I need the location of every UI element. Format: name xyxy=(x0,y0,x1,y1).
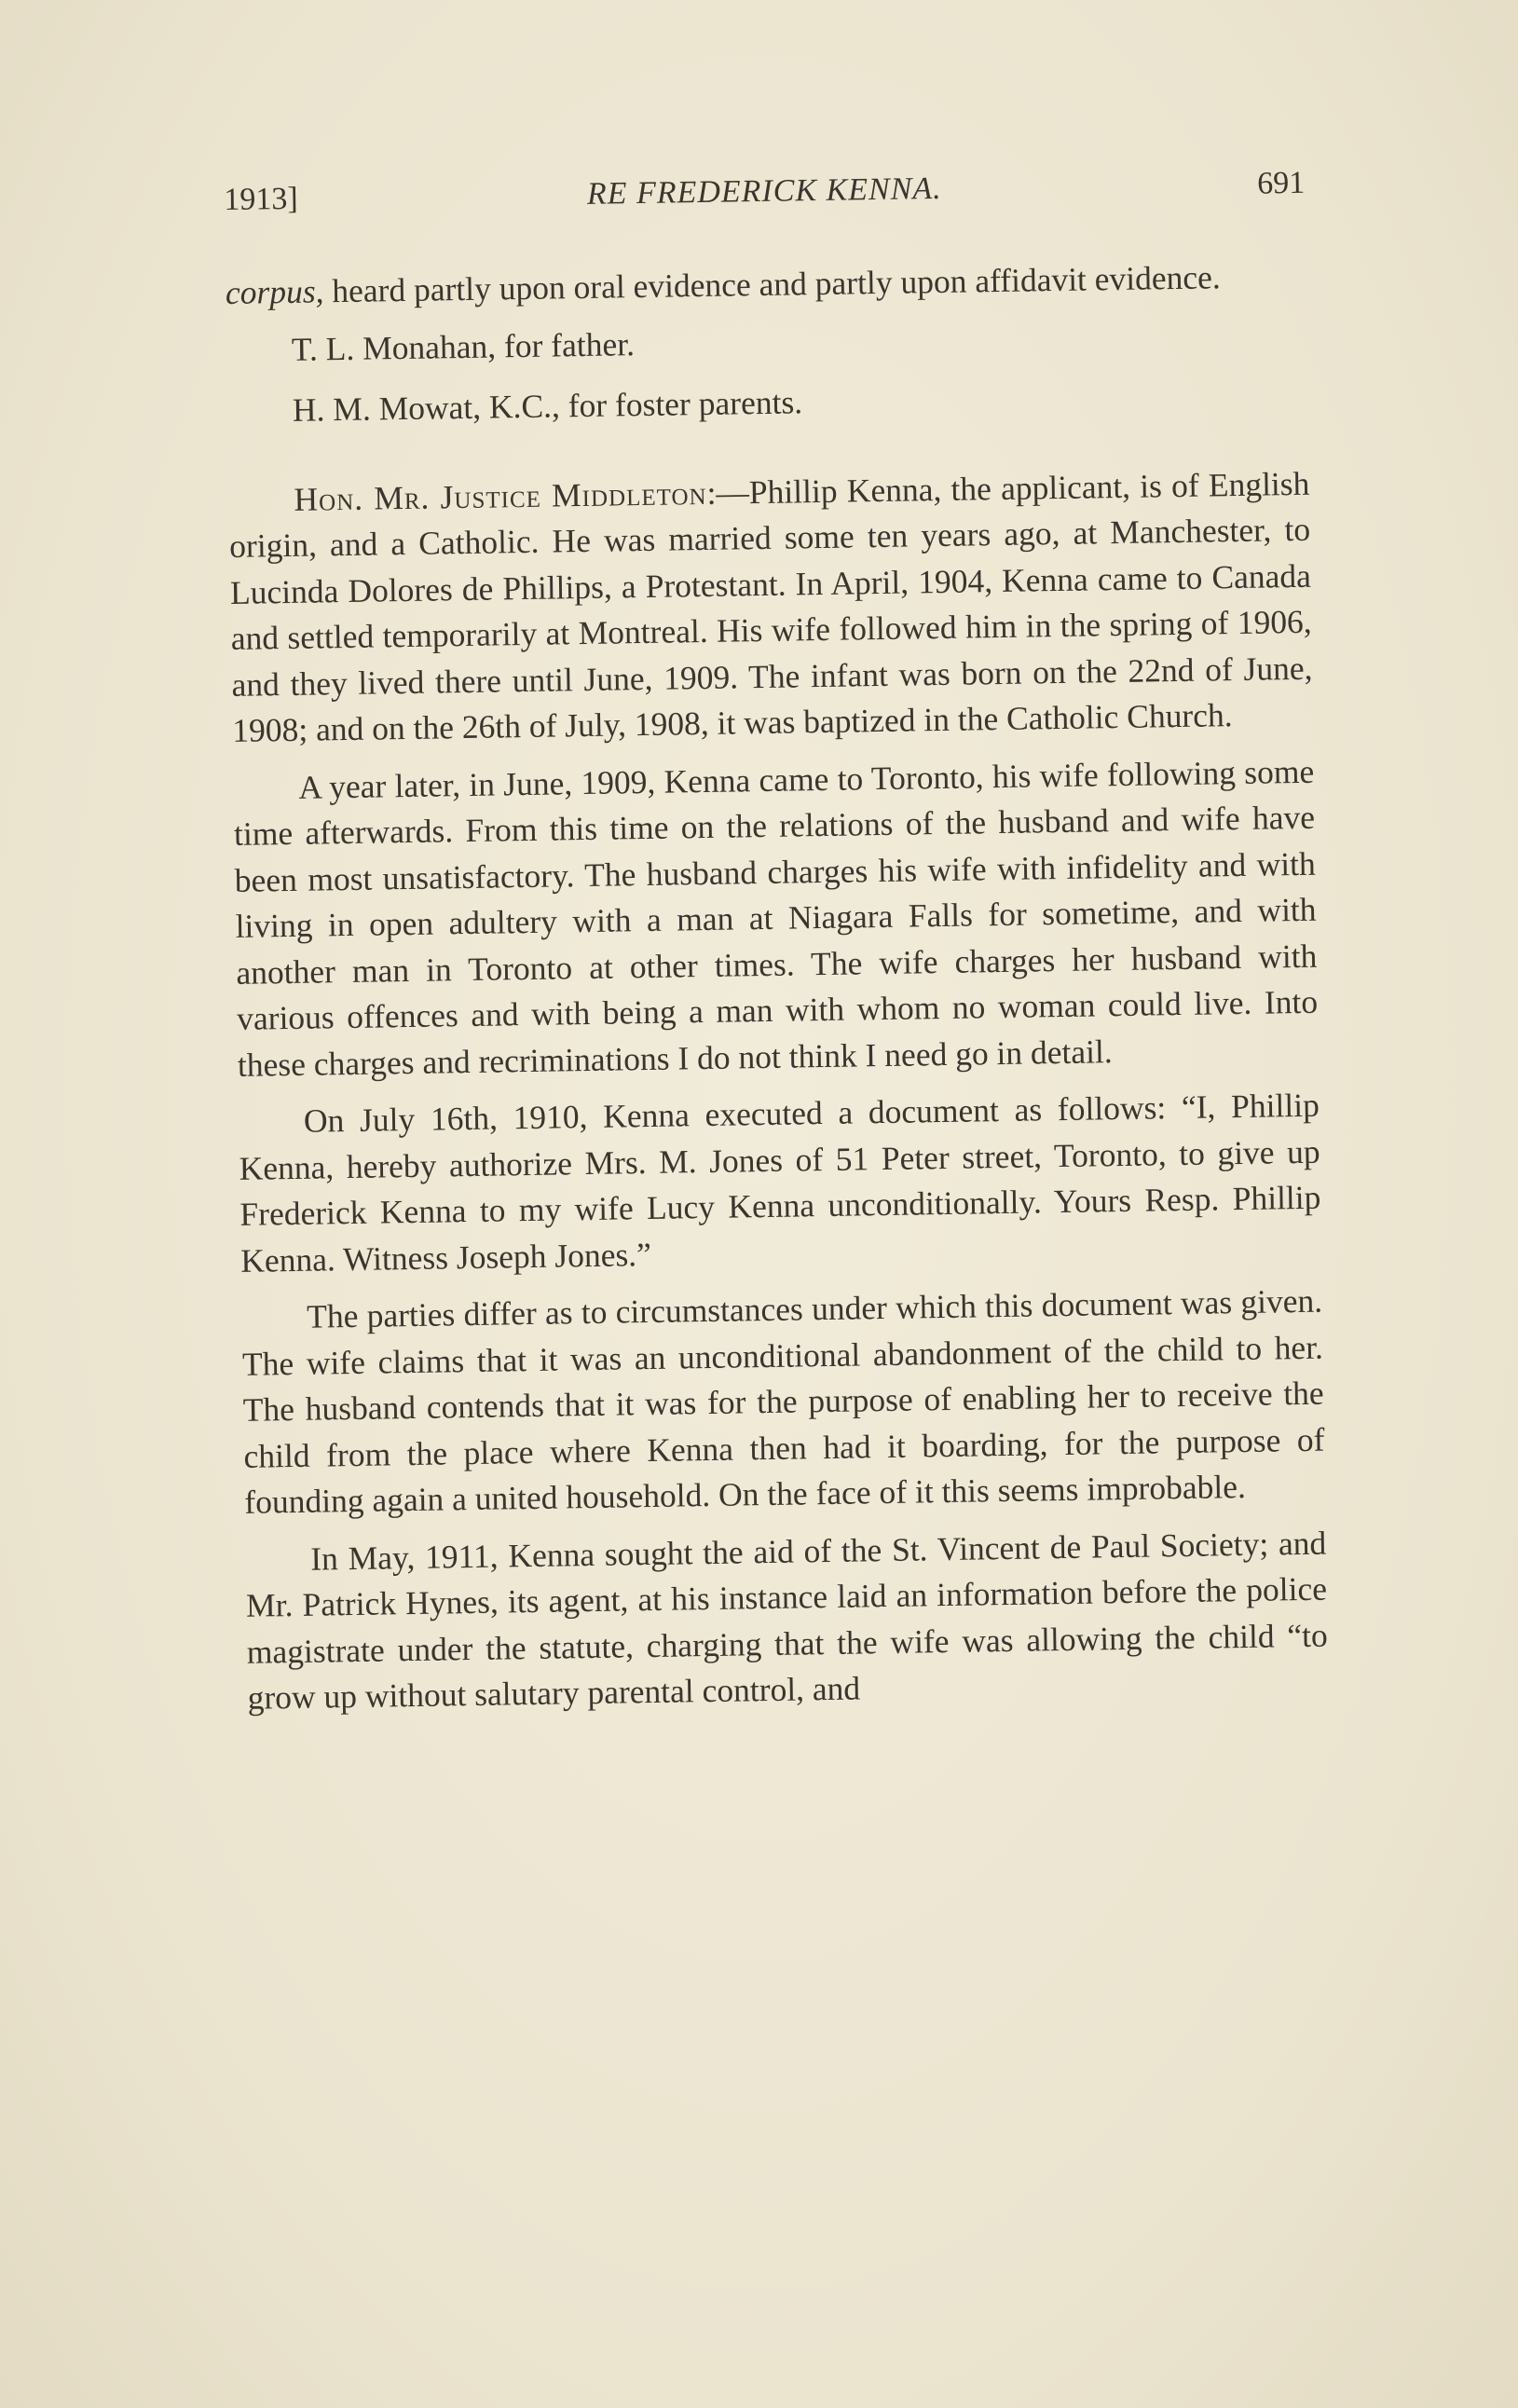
page-text xyxy=(224,160,1329,1733)
running-head-title: RE FREDERICK KENNA. xyxy=(586,171,942,212)
paragraph-5: In May, 1911, Kenna sought the aid of the St. Vincent de Paul Society; and Mr. Patrick Hynes, its agent, at his instance laid an information before the police magistrate under the statute, charging that the wife was allowing the child “to grow up without salutary parental control, and xyxy=(245,1524,1329,1717)
running-head xyxy=(224,160,1306,233)
paragraph-4: The parties differ as to circumstances under which this document was given. The wife claims that it was an unconditional abandonment of the child to her. The husband contends that it was for the purpose of enabling her to receive the child from the place where Kenna then had it boarding, for the purpose of founding again a united household. On the face of it this seems improbable. xyxy=(241,1281,1325,1521)
paragraph-judgment-opening xyxy=(228,460,1314,754)
italic-lead: corpus, xyxy=(225,272,324,311)
paragraph-text: :—Phillip Kenna, the applicant, is of English origin, and a Catholic. He was married some ten years ago, at Manchester, to Lucinda Dolores de Phillips, a Protestant. In April, 1904, Kenna came to Canada and settled temporarily at Montreal. His wife followed him in the spring of 1906, and they lived there until June, 1909. The infant was born on the 22nd of June, 1908; and on the 26th of July, 1908, it was baptized in the Catholic Church. xyxy=(228,464,1313,749)
paragraph-text: heard partly upon oral evidence and partly upon affidavit evidence. xyxy=(323,258,1222,310)
page-number: 691 xyxy=(1256,165,1306,201)
paragraph-continued xyxy=(226,253,1307,317)
paragraph-3: On July 16th, 1910, Kenna executed a document as follows: “I, Phillip Kenna, hereby authorize Mrs. M. Jones of 51 Peter street, Toronto, to give up Frederick Kenna to my wife Lucy Kenna unconditionally. Yours Resp. Phillip Kenna. Witness Joseph Jones.” xyxy=(239,1086,1321,1279)
paragraph-2: A year later, in June, 1909, Kenna came to Toronto, his wife following some time afterwards. From this time on the relations of the husband and wife have been most unsatisfactory. The husband charges his wife with infidelity and with living in open adultery with a man at Niagara Falls for sometime, and with another man in Toronto at other times. The wife charges her husband with various offences and with being a man with whom no woman could live. Into these charges and recriminations I do not think I need go in detail. xyxy=(233,752,1319,1084)
counsel-line-foster-parents: H. M. Mowat, K.C., for foster parents. xyxy=(292,383,803,429)
running-head-year: 1913] xyxy=(224,181,298,217)
judge-name: Hon. Mr. Justice Middleton xyxy=(294,473,707,518)
counsel-line-father: T. L. Monahan, for father. xyxy=(291,324,636,368)
